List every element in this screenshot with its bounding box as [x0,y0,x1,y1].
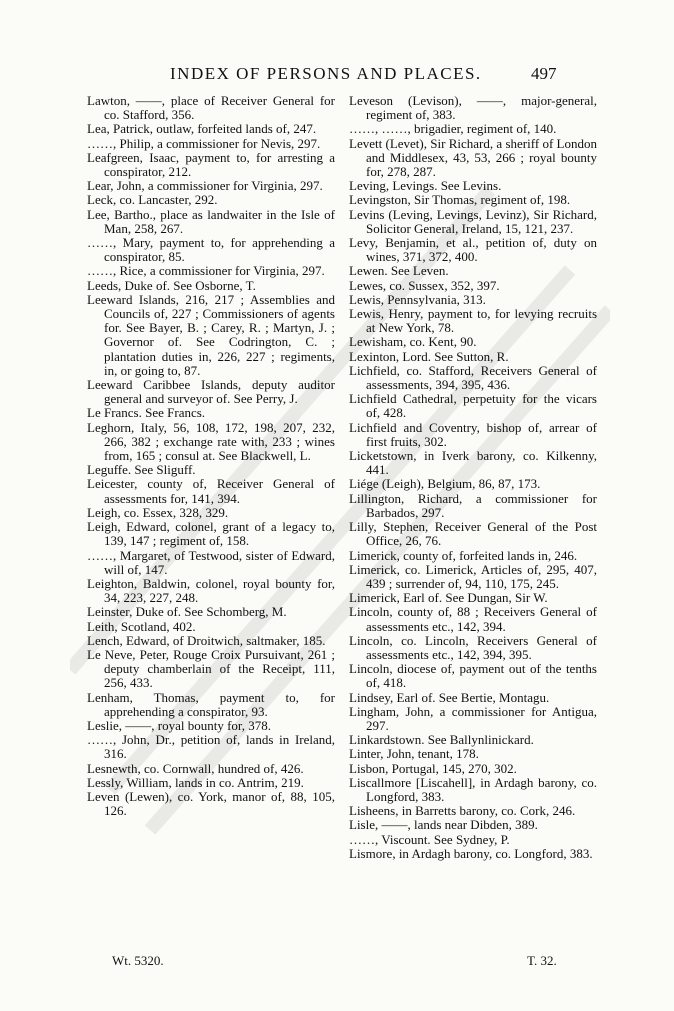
index-entry: Levins (Leving, Levings, Levinz), Sir Richard, Solicitor General, Ireland, 15, 121, 237. [349,206,597,236]
running-title: INDEX OF PERSONS AND PLACES. [170,64,482,83]
index-entry: Leeward Caribbee Islands, deputy auditor general and surveyor of. See Perry, J. [87,377,335,407]
index-entry: Lismore, in Ardagh barony, co. Longford, 383. [349,845,593,861]
index-entry: Limerick, co. Limerick, Articles of, 295, 407, 439 ; surrender of, 94, 110, 175, 245. [349,561,597,591]
index-entry: Leinster, Duke of. See Schomberg, M. [87,604,287,620]
index-entry: Leveson (Levison), ——, major-general, regiment of, 383. [349,93,597,123]
index-entry: Lewis, Pennsylvania, 313. [349,291,486,307]
index-entry: ……, John, Dr., petition of, lands in Ireland, 316. [87,732,335,762]
index-entry: Leving, Levings. See Levins. [349,178,502,194]
index-entry: Lisheens, in Barretts barony, co. Cork, 246. [349,803,576,819]
index-entry: Lichfield, co. Stafford, Receivers General of assessments, 394, 395, 436. [349,362,597,393]
index-entry: Levingston, Sir Thomas, regiment of, 198. [349,192,571,208]
index-entry: Lear, John, a commissioner for Virginia, 297. [87,178,323,194]
index-entry: Levy, Benjamin, et al., petition of, duty on wines, 371, 372, 400. [349,235,597,265]
index-entry: Limerick, county of, forfeited lands in, 246. [349,547,578,563]
index-entry: Le Neve, Peter, Rouge Croix Pursuivant, 261 ; deputy chamberlain of the Receipt, 111, 256, 433. [87,646,335,691]
index-entry: ……, ……, brigadier, regiment of, 140. [349,121,557,137]
index-entry: Lessly, William, lands in co. Antrim, 219. [87,774,304,790]
index-entry: Le Francs. See Francs. [87,405,206,421]
index-entry: Leith, Scotland, 402. [87,618,196,634]
index-entry: Lesnewth, co. Cornwall, hundred of, 426. [87,760,304,776]
index-entry: Lichfield and Coventry, bishop of, arrear of first fruits, 302. [349,419,597,449]
index-entry: Lilly, Stephen, Receiver General of the Post Office, 26, 76. [349,519,597,549]
index-entry: Lewisham, co. Kent, 90. [349,334,477,350]
index-entry: Lindsey, Earl of. See Bertie, Montagu. [349,689,550,705]
index-entry: Limerick, Earl of. See Dungan, Sir W. [349,590,548,606]
index-entry: Lisle, ——, lands near Dibden, 389. [349,817,538,833]
index-entry: Linkardstown. See Ballynlinickard. [349,732,534,748]
index-entry: Lawton, ——, place of Receiver General for co. Stafford, 356. [87,93,335,123]
index-column-right [349,94,597,861]
index-entry: Lench, Edward, of Droitwich, saltmaker, 185. [87,632,326,648]
index-entry: Linter, John, tenant, 178. [349,746,479,762]
index-entry: Lingham, John, a commissioner for Antigua, 297. [349,703,597,733]
index-entry: Leeds, Duke of. See Osborne, T. [87,277,256,293]
index-entry: Leafgreen, Isaac, payment to, for arresting a conspirator, 212. [87,149,335,180]
index-entry: Lillington, Richard, a commissioner for Barbados, 297. [349,490,597,520]
index-entry: Lea, Patrick, outlaw, forfeited lands of, 247. [87,121,317,137]
index-entry: Lincoln, diocese of, payment out of the tenths of, 418. [349,661,597,691]
page-header [0,64,674,88]
index-entry: Lichfield Cathedral, perpetuity for the vicars of, 428. [349,391,597,421]
index-entry: ……, Margaret, of Testwood, sister of Edward, will of, 147. [87,547,335,577]
footer-signature-mark: T. 32. [527,953,557,968]
index-entry: ……, Rice, a commissioner for Virginia, 297. [87,263,325,279]
index-entry: Leigh, Edward, colonel, grant of a legacy to, 139, 147 ; regiment of, 158. [87,519,335,549]
index-entry: Lewen. See Leven. [349,263,449,279]
index-entry: Levett (Levet), Sir Richard, a sheriff of London and Middlesex, 43, 53, 266 ; royal bounty for, 278, 287. [349,135,597,180]
index-entry: Leslie, ——, royal bounty for, 378. [87,717,271,733]
index-entry: Lewes, co. Sussex, 352, 397. [349,277,500,293]
index-entry: Liége (Leigh), Belgium, 86, 87, 173. [349,476,541,492]
index-entry: Lincoln, co. Lincoln, Receivers General of assessments etc., 142, 394, 395. [349,632,597,662]
index-entry: Leguffe. See Sliguff. [87,462,196,478]
index-entry: Lenham, Thomas, payment to, for apprehending a conspirator, 93. [87,689,335,719]
index-entry: ……, Viscount. See Sydney, P. [349,831,510,847]
index-entry: ……, Mary, payment to, for apprehending a conspirator, 85. [87,235,335,265]
index-entry: Lewis, Henry, payment to, for levying recruits at New York, 78. [349,306,597,336]
index-entry: Leigh, co. Essex, 328, 329. [87,504,229,520]
index-entry: Leicester, county of, Receiver General of assessments for, 141, 394. [87,476,335,506]
index-entry: Lee, Bartho., place as landwaiter in the Isle of Man, 258, 267. [87,206,335,236]
index-entry: Leeward Islands, 216, 217 ; Assemblies and Councils of, 227 ; Commissioners of agents for. See Bayer, B. ; Carey, R. ; Martyn, J. ; Governor of. See Codrington, C. ; plantation duties in, 226, 227 ; regiments, in, or going to, 87. [87,291,335,378]
index-entry: ……, Philip, a commissioner for Nevis, 297. [87,135,321,151]
index-entry: Leighton, Baldwin, colonel, royal bounty for, 34, 223, 227, 248. [87,575,335,606]
index-entry: Leck, co. Lancaster, 292. [87,192,218,208]
index-entry: Lincoln, county of, 88 ; Receivers General of assessments etc., 142, 394. [349,604,597,634]
index-entry: Leghorn, Italy, 56, 108, 172, 198, 207, 232, 266, 382 ; exchange rate with, 233 ; wines from, 165 ; consul at. See Blackwell, L. [87,419,335,464]
index-entry: Lexinton, Lord. See Sutton, R. [349,348,509,364]
page-number: 497 [531,64,557,83]
index-column-left [87,94,335,818]
index-entry: Licketstown, in Iverk barony, co. Kilkenny, 441. [349,448,597,478]
index-entry: Leven (Lewen), co. York, manor of, 88, 105, 126. [87,788,335,819]
index-entry: Lisbon, Portugal, 145, 270, 302. [349,760,517,776]
index-entry: Liscallmore [Liscahell], in Ardagh barony, co. Longford, 383. [349,774,597,804]
footer-print-code: Wt. 5320. [112,953,164,968]
